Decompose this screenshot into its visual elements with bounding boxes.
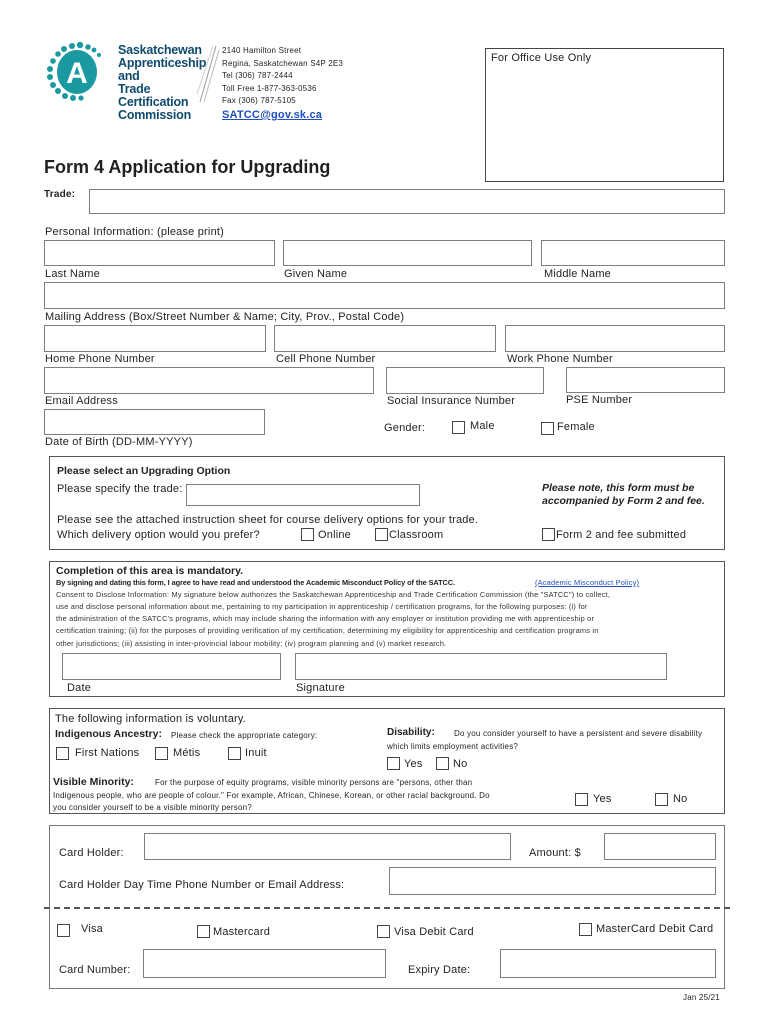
trade-input[interactable] bbox=[89, 189, 725, 214]
last-name-label: Last Name bbox=[45, 268, 100, 280]
delivery-online-label: Online bbox=[318, 529, 351, 541]
org-name-line2: Apprenticeship and bbox=[118, 56, 207, 83]
disability-question-line1: Do you consider yourself to have a persistent and severe disability bbox=[454, 729, 703, 738]
sin-label: Social Insurance Number bbox=[387, 395, 516, 407]
mastercard-checkbox[interactable] bbox=[197, 925, 210, 938]
first-nations-label: First Nations bbox=[75, 747, 140, 759]
given-name-input[interactable] bbox=[283, 240, 532, 266]
page-title: Form 4 Application for Upgrading bbox=[44, 157, 331, 177]
gender-female-label: Female bbox=[557, 421, 595, 433]
pse-number-input[interactable] bbox=[566, 367, 725, 393]
signature-label: Signature bbox=[296, 682, 345, 694]
indigenous-ancestry-label: Indigenous Ancestry: bbox=[55, 728, 162, 740]
card-holder-input[interactable] bbox=[144, 833, 511, 860]
dob-label: Date of Birth (DD-MM-YYYY) bbox=[45, 436, 193, 448]
visible-minority-question-line1: For the purpose of equity programs, visible minority persons are "persons, other than bbox=[155, 778, 473, 787]
academic-misconduct-policy-link[interactable]: (Academic Misconduct Policy) bbox=[535, 578, 640, 587]
voluntary-section bbox=[49, 708, 725, 814]
mastercard-label: Mastercard bbox=[213, 926, 271, 938]
middle-name-label: Middle Name bbox=[544, 268, 612, 280]
upgrading-heading: Please select an Upgrading Option bbox=[57, 465, 231, 477]
first-nations-checkbox[interactable] bbox=[56, 747, 69, 760]
cell-phone-label: Cell Phone Number bbox=[276, 353, 376, 365]
inuit-checkbox[interactable] bbox=[228, 747, 241, 760]
disability-no-checkbox[interactable] bbox=[436, 757, 449, 770]
consent-heading: Completion of this area is mandatory. bbox=[56, 565, 244, 577]
card-number-label: Card Number: bbox=[59, 964, 131, 976]
cut-line-divider bbox=[44, 907, 730, 909]
visible-minority-question-line3: you consider yourself to be a visible minority person? bbox=[53, 803, 252, 812]
svg-text:A: A bbox=[66, 57, 88, 90]
mastercard-debit-checkbox[interactable] bbox=[579, 923, 592, 936]
visa-checkbox[interactable] bbox=[57, 924, 70, 937]
amount-label: Amount: $ bbox=[529, 847, 581, 859]
form-date-code: Jan 25/21 bbox=[683, 993, 720, 1002]
expiry-date-input[interactable] bbox=[500, 949, 716, 978]
visible-minority-question-line2: Indigenous people, who are people of colour." For example, African, Chinese, Korean, or other racial background. Do bbox=[53, 791, 490, 800]
minority-no-checkbox[interactable] bbox=[655, 793, 668, 806]
consent-text-line6: other jurisdictions; (iii) assisting in inter-provincial labour mobility; (iv) program planning and (v) market research. bbox=[56, 639, 447, 648]
metis-checkbox[interactable] bbox=[155, 747, 168, 760]
visa-debit-checkbox[interactable] bbox=[377, 925, 390, 938]
form2-submitted-label: Form 2 and fee submitted bbox=[556, 529, 687, 541]
form2-submitted-checkbox[interactable] bbox=[542, 528, 555, 541]
disability-question-line2: which limits employment activities? bbox=[387, 742, 519, 751]
minority-yes-label: Yes bbox=[593, 793, 612, 805]
visa-label: Visa bbox=[81, 923, 103, 935]
form2-note-line1: Please note, this form must be bbox=[542, 482, 695, 494]
delivery-instruction: Please see the attached instruction sheet for course delivery options for your trade. bbox=[57, 514, 479, 526]
gender-label: Gender: bbox=[384, 422, 426, 434]
phone-fax: Fax (306) 787-5105 bbox=[222, 96, 296, 105]
consent-date-input[interactable] bbox=[62, 653, 281, 680]
dob-input[interactable] bbox=[44, 409, 265, 435]
contact-label: Card Holder Day Time Phone Number or Email Address: bbox=[59, 879, 345, 891]
disability-no-label: No bbox=[453, 758, 468, 770]
org-name-line4: Commission bbox=[118, 108, 192, 122]
contact-input[interactable] bbox=[389, 867, 716, 895]
satcc-logo bbox=[44, 40, 207, 122]
disability-yes-label: Yes bbox=[404, 758, 423, 770]
consent-text-line3: use and disclose personal information about me, pertaining to my participation in apprenticeship / certification programs, for the following purposes: (i) for bbox=[56, 602, 588, 611]
indigenous-ancestry-hint: Please check the appropriate category: bbox=[171, 731, 318, 740]
disability-label: Disability: bbox=[387, 727, 435, 738]
address-line2: Regina, Saskatchewan S4P 2E3 bbox=[222, 59, 344, 68]
amount-input[interactable] bbox=[604, 833, 716, 860]
personal-info-label: Personal Information: (please print) bbox=[45, 226, 225, 238]
upgrading-option-section bbox=[49, 456, 725, 550]
org-name-line1: Saskatchewan bbox=[118, 43, 202, 57]
middle-name-input[interactable] bbox=[541, 240, 725, 266]
last-name-input[interactable] bbox=[44, 240, 275, 266]
cell-phone-input[interactable] bbox=[274, 325, 496, 352]
mailing-address-label: Mailing Address (Box/Street Number & Name; City, Prov., Postal Code) bbox=[45, 311, 405, 323]
home-phone-input[interactable] bbox=[44, 325, 266, 352]
consent-bold-line: By signing and dating this form, I agree to have read and understood the Academic Misconduct Policy of the SATCC. bbox=[56, 578, 455, 587]
home-phone-label: Home Phone Number bbox=[45, 353, 155, 365]
pse-number-label: PSE Number bbox=[566, 394, 633, 406]
delivery-classroom-label: Classroom bbox=[389, 529, 444, 541]
email-address-input[interactable] bbox=[44, 367, 374, 394]
expiry-date-label: Expiry Date: bbox=[408, 964, 471, 976]
org-name-line3: Trade Certification bbox=[118, 82, 189, 109]
voluntary-heading: The following information is voluntary. bbox=[55, 713, 247, 725]
consent-text-line2: Consent to Disclose Information: My signature below authorizes the Saskatchewan Apprenticeship and Trade Certification Commission (the "SATCC") to collect, bbox=[56, 590, 611, 599]
visible-minority-label: Visible Minority: bbox=[53, 776, 134, 788]
mastercard-debit-label: MasterCard Debit Card bbox=[596, 923, 714, 935]
trade-label: Trade: bbox=[44, 189, 76, 200]
office-use-box bbox=[485, 48, 724, 182]
consent-text-line4: the administration of the SATCC's programs, which may include sharing the information with any employer or institution providing me with apprenticeship or bbox=[56, 614, 595, 623]
visa-debit-label: Visa Debit Card bbox=[394, 926, 474, 938]
address-line1: 2140 Hamilton Street bbox=[222, 46, 302, 55]
card-number-input[interactable] bbox=[143, 949, 386, 978]
minority-yes-checkbox[interactable] bbox=[575, 793, 588, 806]
gender-female-checkbox[interactable] bbox=[541, 422, 554, 435]
signature-input[interactable] bbox=[295, 653, 667, 680]
swoosh-decoration-icon bbox=[196, 44, 220, 104]
consent-text-line5: certification training; (ii) for the purposes of providing verification of my certification, determining my eligibility for apprenticeship and certification programs in bbox=[56, 626, 599, 635]
gender-male-checkbox[interactable] bbox=[452, 421, 465, 434]
email-link[interactable]: SATCC@gov.sk.ca bbox=[222, 109, 323, 121]
form2-note-line2: accompanied by Form 2 and fee. bbox=[542, 495, 705, 507]
mailing-address-input[interactable] bbox=[44, 282, 725, 309]
inuit-label: Inuit bbox=[245, 747, 267, 759]
work-phone-label: Work Phone Number bbox=[507, 353, 613, 365]
phone-tollfree: Toll Free 1-877-363-0536 bbox=[222, 84, 317, 93]
card-holder-label: Card Holder: bbox=[59, 847, 124, 859]
delivery-online-checkbox[interactable] bbox=[301, 528, 314, 541]
metis-label: Métis bbox=[173, 747, 201, 759]
specify-trade-label: Please specify the trade: bbox=[57, 483, 183, 495]
specify-trade-input[interactable] bbox=[186, 484, 420, 506]
email-address-label: Email Address bbox=[45, 395, 118, 407]
minority-no-label: No bbox=[673, 793, 688, 805]
delivery-question: Which delivery option would you prefer? bbox=[57, 529, 260, 541]
delivery-classroom-checkbox[interactable] bbox=[375, 528, 388, 541]
gender-male-label: Male bbox=[470, 420, 495, 432]
phone-tel: Tel (306) 787-2444 bbox=[222, 71, 293, 80]
given-name-label: Given Name bbox=[284, 268, 348, 280]
sin-input[interactable] bbox=[386, 367, 544, 394]
logo-mark-icon bbox=[44, 40, 112, 102]
office-use-label: For Office Use Only bbox=[491, 52, 592, 64]
disability-yes-checkbox[interactable] bbox=[387, 757, 400, 770]
consent-section bbox=[49, 561, 725, 697]
consent-date-label: Date bbox=[67, 682, 92, 694]
work-phone-input[interactable] bbox=[505, 325, 725, 352]
